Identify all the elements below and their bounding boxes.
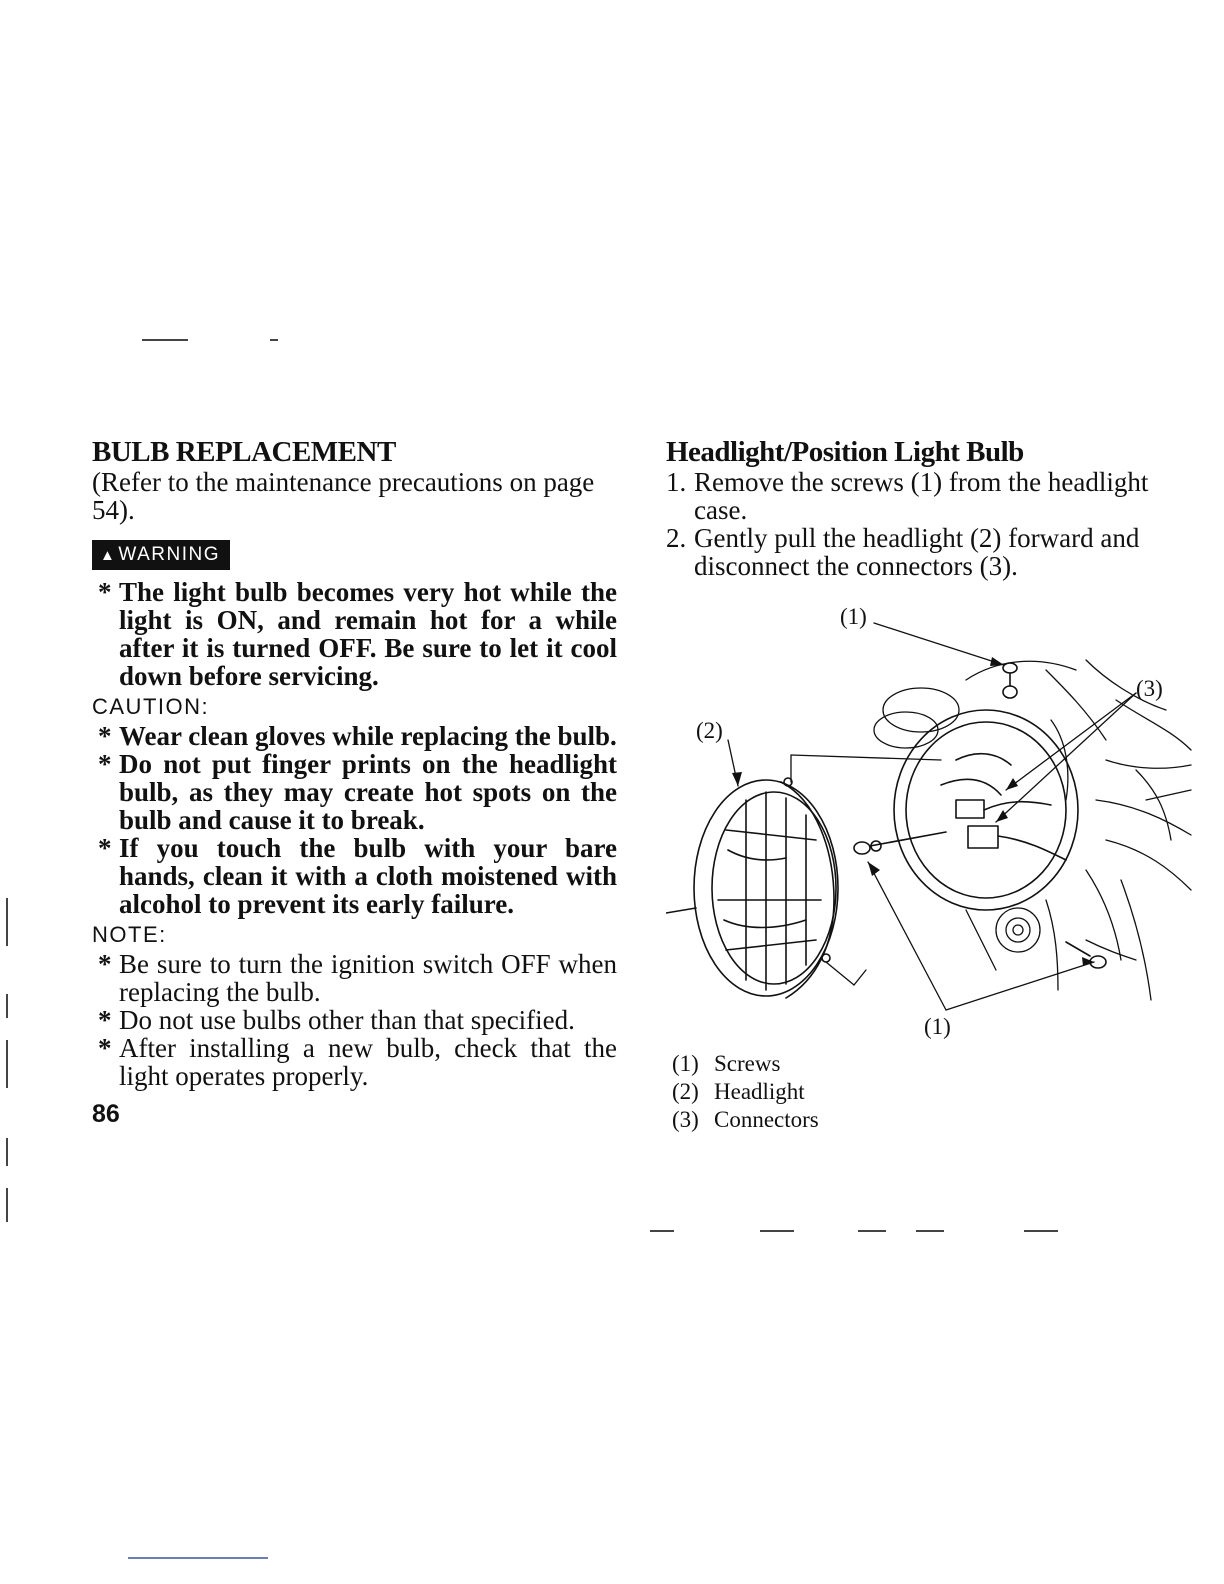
caution-item: * Wear clean gloves while replacing the bulb. — [92, 722, 617, 750]
legend-item — [672, 1106, 819, 1134]
legend-label: Screws — [714, 1051, 781, 1076]
figure-legend — [672, 1050, 819, 1134]
callout-1-top: (1) — [840, 604, 867, 629]
step-text: Gently pull the headlight (2) forward and disconnect the connectors (3). — [694, 523, 1140, 581]
note-item: * Be sure to turn the ignition switch OFF when replacing the bulb. — [92, 950, 617, 1006]
caution-item: * Do not put finger prints on the headlight bulb, as they may create hot spots on the bulb and cause it to break. — [92, 750, 617, 834]
scan-mark — [270, 339, 278, 341]
step-text: Remove the screws (1) from the headlight case. — [694, 467, 1149, 525]
step-item — [666, 524, 1186, 580]
scan-mark — [858, 1230, 886, 1232]
callout-2: (2) — [696, 718, 723, 743]
warning-triangle-icon: ▲ — [100, 547, 117, 564]
legend-number: (2) — [672, 1079, 699, 1104]
scan-mark — [6, 1040, 8, 1088]
legend-label: Headlight — [714, 1079, 805, 1104]
section-title: Headlight/Position Light Bulb — [666, 436, 1024, 468]
scan-mark — [1024, 1230, 1058, 1232]
note-item: * Do not use bulbs other than that specified. — [92, 1006, 617, 1034]
caution-item: * If you touch the bulb with your bare hands, clean it with a cloth moistened with alcohol to prevent its early failure. — [92, 834, 617, 918]
scan-mark — [6, 1188, 8, 1222]
bulb-replacement-section — [92, 436, 617, 1129]
screw-top — [1003, 663, 1017, 698]
note-list — [92, 950, 617, 1090]
headlight-diagram — [666, 600, 1196, 1045]
scan-mark — [6, 994, 8, 1018]
headlight-case — [894, 710, 1078, 910]
scan-mark — [6, 898, 8, 946]
caution-list — [92, 722, 617, 918]
warning-item: * The light bulb becomes very hot while the light is ON, and remain hot for a while after it is turned OFF. Be sure to let it cool down before servicing. — [92, 578, 617, 690]
screw-side — [854, 832, 946, 854]
scan-mark — [650, 1230, 674, 1232]
headlight-bulb-section — [666, 436, 1186, 580]
legend-item — [672, 1050, 819, 1078]
leader-lines — [728, 623, 1136, 1010]
note-label: NOTE: — [92, 922, 167, 947]
warning-badge — [92, 540, 230, 570]
warning-label: WARNING — [118, 544, 220, 565]
scan-mark — [760, 1230, 794, 1232]
steps-list — [666, 468, 1186, 580]
callout-3: (3) — [1136, 676, 1163, 701]
legend-item — [672, 1078, 819, 1106]
caution-label: CAUTION: — [92, 694, 210, 719]
scan-mark — [916, 1230, 944, 1232]
scan-mark — [6, 1138, 8, 1166]
headlight-unit — [666, 778, 838, 998]
warning-list — [92, 578, 617, 690]
page-number: 86 — [92, 1100, 120, 1128]
callout-1-bottom: (1) — [924, 1014, 951, 1039]
step-number: 1. — [666, 467, 687, 497]
intro-text: (Refer to the maintenance precautions on page 54). — [92, 467, 595, 525]
section-title: BULB REPLACEMENT — [92, 436, 396, 468]
legend-number: (1) — [672, 1051, 699, 1076]
step-number: 2. — [666, 523, 687, 553]
frame-sketch — [874, 660, 1191, 1000]
legend-number: (3) — [672, 1107, 699, 1132]
scan-mark — [142, 339, 188, 341]
step-item — [666, 468, 1186, 524]
legend-label: Connectors — [714, 1107, 819, 1132]
scan-mark — [128, 1557, 268, 1559]
note-item: * After installing a new bulb, check that the light operates properly. — [92, 1034, 617, 1090]
